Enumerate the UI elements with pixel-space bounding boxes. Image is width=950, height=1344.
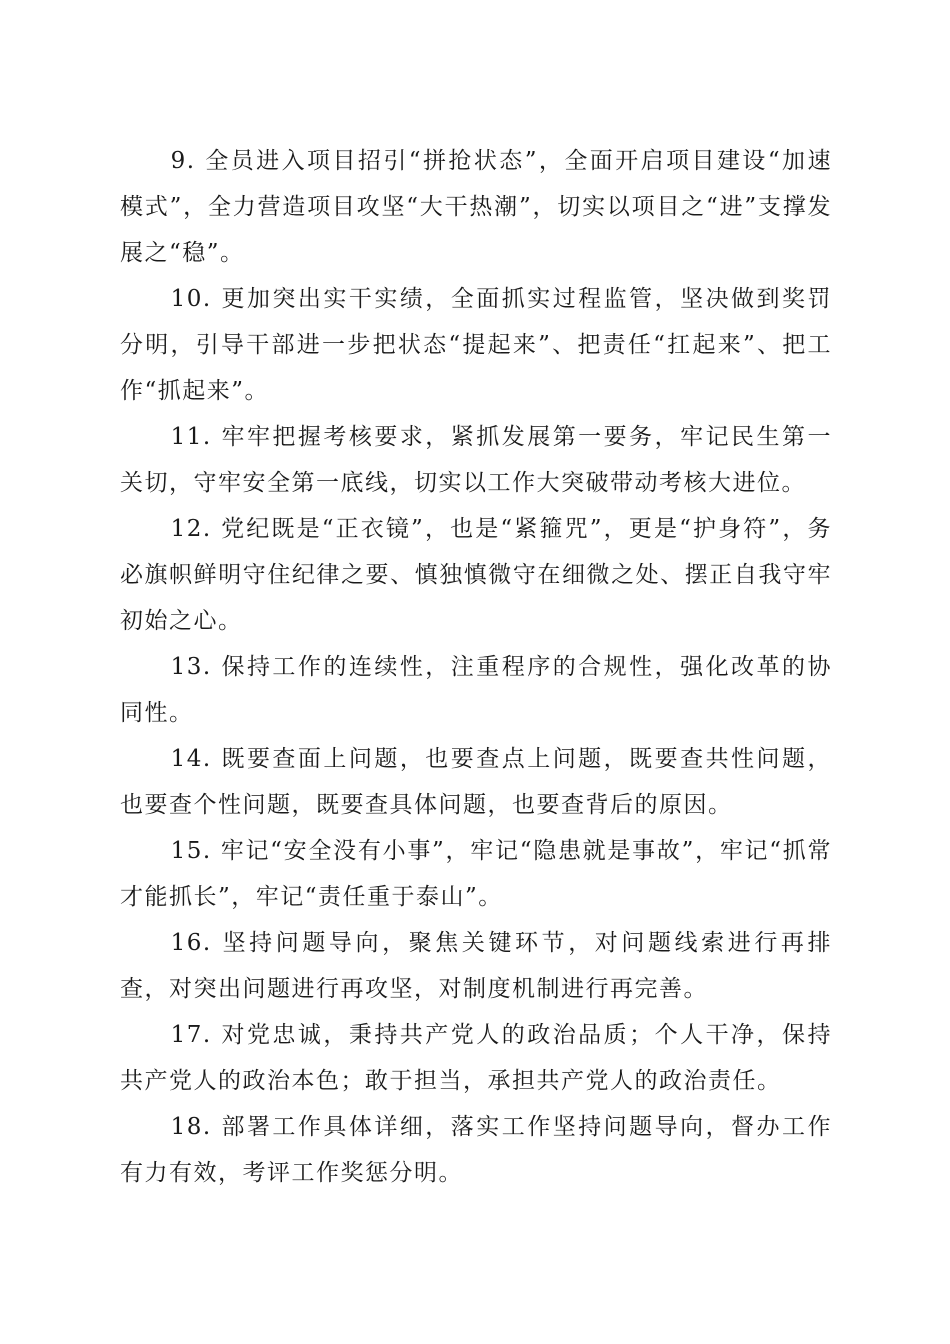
paragraph-14: 14. 既要查面上问题，也要查点上问题，既要查共性问题，也要查个性问题，既要查具体问题，也要查背后的原因。 (120, 746, 832, 818)
paragraph-18: 18. 部署工作具体详细，落实工作坚持问题导向，督办工作有力有效，考评工作奖惩分明。 (120, 1114, 832, 1186)
document-body (120, 138, 832, 1196)
paragraph-11: 11. 牢牢把握考核要求，紧抓发展第一要务，牢记民生第一关切，守牢安全第一底线，切实以工作大突破带动考核大进位。 (120, 424, 832, 496)
paragraph-9: 9. 全员进入项目招引“拼抢状态”，全面开启项目建设“加速模式”，全力营造项目攻坚“大干热潮”，切实以项目之“进”支撑发展之“稳”。 (120, 148, 832, 266)
paragraph-15: 15. 牢记“安全没有小事”，牢记“隐患就是事故”，牢记“抓常才能抓长”，牢记“责任重于泰山”。 (120, 838, 832, 910)
paragraph-13: 13. 保持工作的连续性，注重程序的合规性，强化改革的协同性。 (120, 654, 832, 726)
paragraph-10: 10. 更加突出实干实绩，全面抓实过程监管，坚决做到奖罚分明，引导干部进一步把状态“提起来”、把责任“扛起来”、把工作“抓起来”。 (120, 286, 832, 404)
paragraph-12: 12. 党纪既是“正衣镜”，也是“紧箍咒”，更是“护身符”，务必旗帜鲜明守住纪律之要、慎独慎微守在细微之处、摆正自我守牢初始之心。 (120, 516, 832, 634)
paragraph-17: 17. 对党忠诚，秉持共产党人的政治品质；个人干净，保持共产党人的政治本色；敢于担当，承担共产党人的政治责任。 (120, 1022, 832, 1094)
paragraph-16: 16. 坚持问题导向，聚焦关键环节，对问题线索进行再排查，对突出问题进行再攻坚，对制度机制进行再完善。 (120, 930, 832, 1002)
